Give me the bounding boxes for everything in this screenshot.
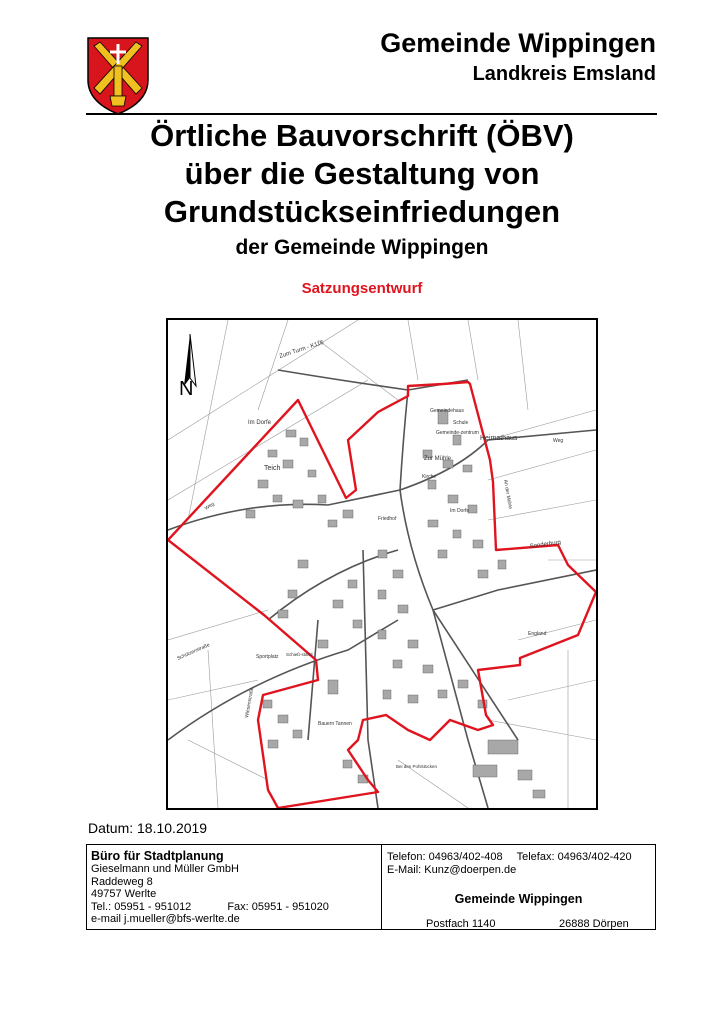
contact-municipality: Gemeinde Wippingen <box>454 892 583 906</box>
map-label: Im Dorfe <box>248 420 272 426</box>
office-email: e-mail j.mueller@bfs-werlte.de <box>91 913 240 925</box>
office-street: Raddeweg 8 <box>91 875 153 888</box>
map-label: Zum Turm - K116 <box>278 339 325 360</box>
map-label: Weg <box>203 501 216 512</box>
header-divider <box>86 113 657 115</box>
map-label: Kirche <box>422 474 437 480</box>
site-plan-map <box>166 318 598 810</box>
map-label: Wiesenstraße <box>244 686 256 719</box>
map-label: An der Mühle <box>502 479 514 510</box>
map-label: Bei den Pohlstücken <box>396 764 438 769</box>
site-plan-drawing <box>168 320 596 808</box>
map-label: Schieß-stand <box>286 652 313 657</box>
map-label: Bauern Tannen <box>318 721 352 727</box>
north-arrow-label: N <box>179 378 194 400</box>
document-subtitle: der Gemeinde Wippingen <box>235 236 489 259</box>
info-box-divider <box>381 845 382 929</box>
status-label: Satzungsentwurf <box>301 280 423 297</box>
contact-fax: Telefax: 04963/402-420 <box>516 851 632 863</box>
map-label: Schützenstraße <box>176 642 211 662</box>
office-tel: Tel.: 05951 - 951012 <box>91 900 192 913</box>
municipality-title: Gemeinde Wippingen <box>380 28 656 58</box>
buildings <box>246 410 545 798</box>
document-date: Datum: 18.10.2019 <box>88 820 208 836</box>
contact-email: E-Mail: Kunz@doerpen.de <box>387 864 517 876</box>
planning-office-info <box>91 849 329 926</box>
map-label: England <box>528 631 547 637</box>
contact-city: 26888 Dörpen <box>559 918 629 930</box>
title-line-2: über die Gestaltung von <box>184 156 540 191</box>
map-label: Im Dorfe <box>450 508 470 514</box>
office-fax: Fax: 05951 - 951020 <box>227 900 329 913</box>
map-label: Weg <box>553 438 564 444</box>
map-label: Sportplatz <box>256 654 279 660</box>
title-line-3: Grundstückseinfriedungen <box>163 194 561 229</box>
map-label: Sonderburg <box>529 539 562 550</box>
info-box <box>86 844 656 930</box>
map-label: Teich <box>264 465 281 472</box>
office-city: 49757 Werlte <box>91 888 157 900</box>
municipality-contact <box>387 851 632 877</box>
map-label: Friedhof <box>378 516 397 522</box>
map-label: Gemeinde-zentrum <box>436 430 479 436</box>
office-company: Gieselmann und Müller GmbH <box>91 863 239 875</box>
map-label: Schule <box>453 420 469 426</box>
office-phone-fax <box>91 901 329 914</box>
contact-phone-fax <box>387 851 632 864</box>
contact-postbox: Postfach 1140 <box>426 918 496 930</box>
district-title: Landkreis Emsland <box>472 63 656 85</box>
map-label: Heimathaus <box>480 435 518 442</box>
map-label: Gemeindehaus <box>430 408 464 414</box>
title-line-1: Örtliche Bauvorschrift (ÖBV) <box>150 118 574 153</box>
contact-phone: Telefon: 04963/402-408 <box>387 851 503 863</box>
office-name: Büro für Stadtplanung <box>91 849 224 863</box>
map-label: Zur Mühle <box>424 456 452 462</box>
document-title <box>0 117 724 231</box>
coat-of-arms-icon <box>86 36 150 116</box>
parcel-lines <box>168 320 596 808</box>
